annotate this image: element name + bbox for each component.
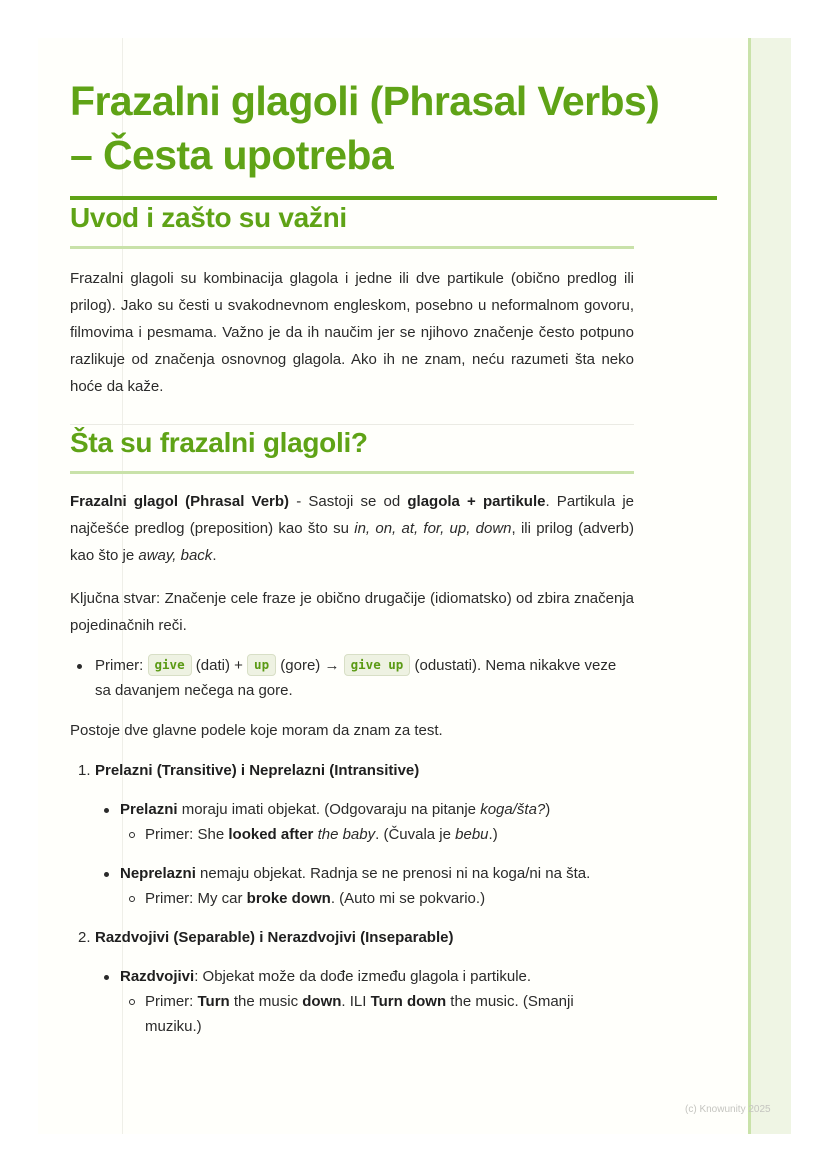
bullet-icon xyxy=(77,664,82,669)
list-item xyxy=(95,964,634,1039)
copyright-footer: (c) Knowunity 2025 xyxy=(685,1104,771,1115)
text-span: Primer: xyxy=(145,993,198,1010)
term: Prelazni xyxy=(120,801,178,818)
text-span: the music. (Smanji muziku.) xyxy=(145,993,574,1035)
text-span: ) xyxy=(545,801,551,818)
text-span: . (Auto mi se pokvario.) xyxy=(330,890,486,907)
section-heading-underline xyxy=(70,471,634,474)
term: Razdvojivi xyxy=(120,968,195,985)
key-point-paragraph: Ključna stvar: Značenje cele fraze je obično drugačije (idiomatsko) od zbira značenja pojedinačnih reči. xyxy=(70,590,634,634)
text-span: . ILI xyxy=(341,993,371,1010)
division-title: Prelazni (Transitive) i Neprelazni (Intransitive) xyxy=(95,762,420,779)
text-span: (dati) + xyxy=(191,657,248,674)
division-title: Razdvojivi (Separable) i Nerazdvojivi (Inseparable) xyxy=(95,929,454,946)
italic-span: bebu xyxy=(455,826,489,843)
example-sublist xyxy=(120,886,634,911)
list-item xyxy=(95,797,634,847)
intro-paragraph: Frazalni glagoli su kombinacija glagola i jedne ili dve partikule (obično predlog ili prilog). Jako su česti u svakodnevnom engleskom, posebno u neformalnom govoru, filmovima i pesmama. Važno je da ih naučim jer se njihovo značenje često potpuno razlikuje od značenja osnovnog glagola. Ako ih ne znam, neću razumeti šta neko hoće da kaže. xyxy=(70,270,634,395)
list-item xyxy=(120,822,634,847)
text-span: - Sastoji se od xyxy=(289,493,408,510)
text-span: Primer: xyxy=(95,657,148,674)
bold-span: Turn down xyxy=(370,993,447,1010)
list-item xyxy=(120,989,634,1039)
circle-bullet-icon xyxy=(129,896,135,902)
text-span: . (Čuvala je xyxy=(375,826,456,843)
italic-span: the baby xyxy=(317,826,376,843)
bold-span: looked after xyxy=(228,826,314,843)
example-sublist xyxy=(120,822,634,847)
list-number: 1. xyxy=(78,762,91,779)
definition-paragraph xyxy=(70,488,634,569)
division-sublist xyxy=(95,797,634,911)
text-span: (gore) → xyxy=(276,657,344,674)
bold-span: broke down xyxy=(246,890,331,907)
list-item xyxy=(95,861,634,911)
italic-span: koga/šta? xyxy=(480,801,546,818)
circle-bullet-icon xyxy=(129,832,135,838)
example-sublist xyxy=(120,989,634,1039)
text-span: . Partikula je najčešće predlog (preposition) kao što su xyxy=(70,493,635,537)
text-span: , ili prilog (adverb) kao što je xyxy=(70,520,635,564)
page-title: Frazalni glagoli (Phrasal Verbs) – Česta upotreba xyxy=(70,78,660,178)
example-list xyxy=(70,653,634,703)
text-span: : Objekat može da dođe između glagola i partikule. xyxy=(194,968,532,985)
document-content xyxy=(70,74,660,1053)
page-side-strip xyxy=(748,38,791,1134)
text-span: Primer: My car xyxy=(145,890,247,907)
list-number: 2. xyxy=(78,929,91,946)
bullet-icon xyxy=(104,872,109,877)
text-span: .) xyxy=(488,826,498,843)
definition-term: Frazalni glagol (Phrasal Verb) xyxy=(70,493,290,510)
circle-bullet-icon xyxy=(129,999,135,1005)
list-item xyxy=(120,886,634,911)
term: Neprelazni xyxy=(120,865,196,882)
bold-span: down xyxy=(302,993,342,1010)
division-item xyxy=(70,758,634,911)
division-item xyxy=(70,925,634,1039)
text-span: (odustati). Nema nikakve veze sa davanjem nečega na gore. xyxy=(95,657,617,699)
text-span: nemaju objekat. Radnja se ne prenosi ni na koga/ni na šta. xyxy=(195,865,591,882)
section-heading-definition: Šta su frazalni glagoli? xyxy=(70,427,368,458)
code-chip: up xyxy=(247,654,276,676)
bold-span: glagola + partikule xyxy=(407,493,546,510)
list-item xyxy=(70,653,634,703)
italic-span: in, on, at, for, up, down xyxy=(354,520,512,537)
text-span: moraju imati objekat. (Odgovaraju na pitanje xyxy=(177,801,481,818)
text-span: . xyxy=(212,547,217,564)
section-heading-underline xyxy=(70,246,634,249)
divisions-list xyxy=(70,758,634,1039)
code-chip: give up xyxy=(344,654,411,676)
text-span: Primer: She xyxy=(145,826,229,843)
code-chip: give xyxy=(148,654,192,676)
text-span: the music xyxy=(229,993,303,1010)
bold-span: Turn xyxy=(197,993,230,1010)
bullet-icon xyxy=(104,975,109,980)
divisions-intro: Postoje dve glavne podele koje moram da znam za test. xyxy=(70,722,443,739)
bullet-icon xyxy=(104,808,109,813)
document-page xyxy=(38,38,791,1134)
italic-span: away, back xyxy=(138,547,213,564)
division-sublist xyxy=(95,964,634,1039)
section-heading-intro: Uvod i zašto su važni xyxy=(70,202,347,233)
